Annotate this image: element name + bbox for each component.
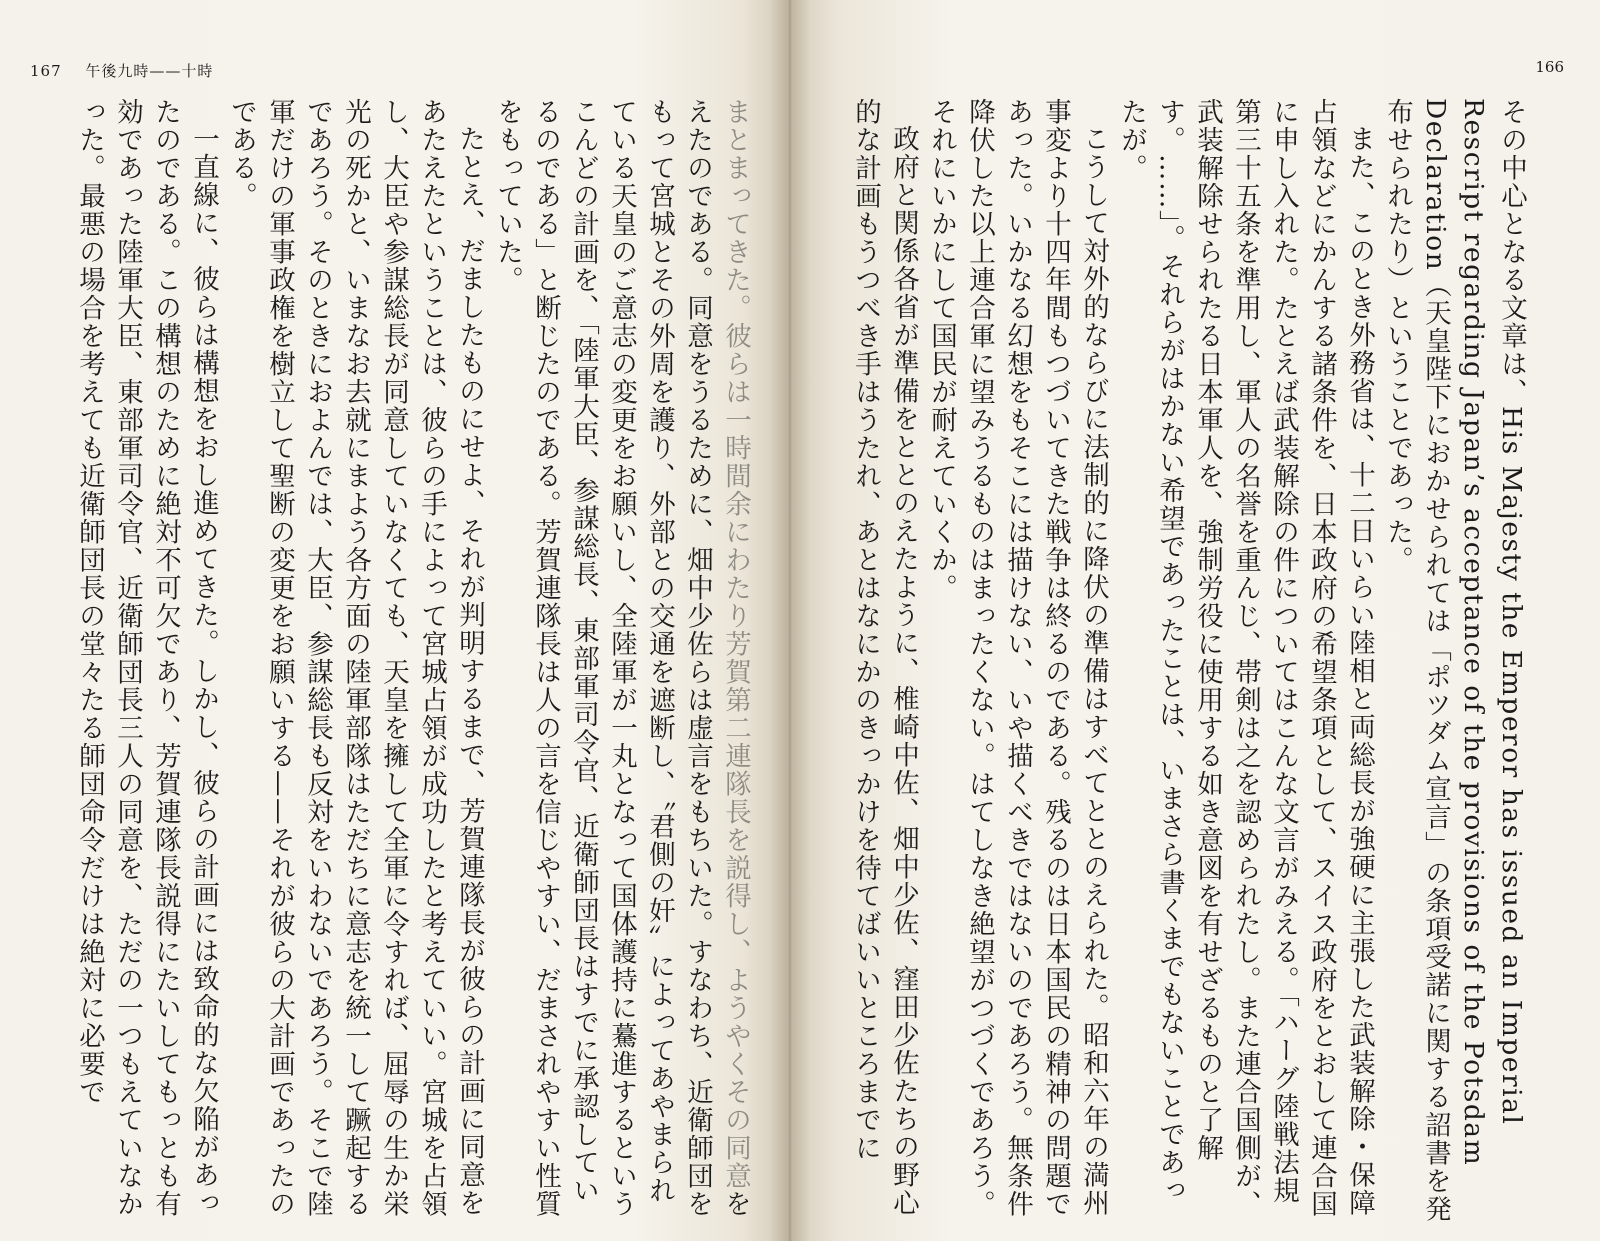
right-body-text xyxy=(840,98,1530,1228)
right-page xyxy=(790,0,1600,1241)
left-paragraph-3: 一直線に、彼らは構想をおし進めてきた。しかし、彼らの計画には致命的な欠陥があったのである。この構想のために絶対不可欠であり、芳賀連隊長説得にたいしてもっとも有効であった陸軍大臣、東部軍司令官、近衛師団長三人の同意を、ただの一つもえていなかった。最悪の場合を考えても近衛師団長の堂々たる師団命令だけは絶対に必要で xyxy=(74,98,219,1218)
left-body-text xyxy=(74,98,754,1228)
left-page xyxy=(0,0,790,1241)
left-paragraph-1 xyxy=(488,98,754,1228)
running-title: 午後九時——十時 xyxy=(85,62,214,80)
paragraph-text: をえたのである。同意をうるために、畑中少佐らは虚言をもちいた。すなわち、近衛師団をもって宮城とその外周を護り、外部との交通を遮断し、〝君側の奸〟によってあやまられている天皇のご意志の変更をお願いし、全陸軍が一丸となって国体護持に驀進するというこんどの計画を、「陸軍大臣、参謀総長、東部軍司令官、近衛師団長はすでに承認しているのである」と断じたのである。芳賀連隊長は人の言を信じやすい、だまされやすい性質をもっていた。 xyxy=(492,98,751,1218)
left-paragraph-2: たとえ、だましたものにせよ、それが判明するまで、芳賀連隊長が彼らの計画に同意をあたえたということは、彼らの手によって宮城占領が成功したと考えていい。宮城を占領し、大臣や参謀総長が同意していなくても、天皇を擁して全軍に令すれば、屈辱の生か栄光の死かと、いまなお去就にまよう各方面の陸軍部隊はただちに意志を統一して蹶起するであろう。そのときにおよんでは、大臣、参謀総長も反対をいわないであろう。そこで陸軍だけの軍事政権を樹立して聖断の変更をお願いする——それが彼らの大計画であったのである。 xyxy=(226,98,485,1218)
right-paragraph-3: こうして対外的ならびに法制的に降伏の準備はすべてととのえられた。昭和六年の満州事変より十四年間もつづいてきた戦争は終るのである。残るのは日本国民の精神の問題であった。いかなる幻想をもそこには描けない、いや描くべきではないのであろう。無条件降伏した以上連合軍に望みうるものはまったくない。はてしなき絶望がつづくであろう。それにいかにして国民が耐えていくか。 xyxy=(926,98,1109,1218)
right-paragraph-1: その中心となる文章は、His Majesty the Emperor has issued an Imperial Rescript regarding Japan’s acceptance of the provisions of the Potsdam Declaration（天皇陛下におかせられては「ポツダム宣言」の条項受諾に関する詔書を発布せられたり）ということであった。 xyxy=(1382,98,1527,1224)
right-page-number: 166 xyxy=(1535,58,1564,76)
left-running-head xyxy=(30,60,213,81)
right-paragraph-2: また、このとき外務省は、十二日いらい陸相と両総長が強硬に主張した武装解除・保障占領などにかんする諸条件を、日本政府の希望条項として、スイス政府をとおして連合国に申し入れた。たとえば武装解除の件についてはこんな文言がみえる。「ハーグ陸戦法規第三十五条を準用し、軍人の名誉を重んじ、帯剣は之を認められたし。また連合国側が、武装解除せられたる日本軍人を、強制労役に使用する如き意図を有せざるものと了解す。……」。それらがはかない希望であったことは、いまさら書くまでもないことであったが。 xyxy=(1116,98,1375,1218)
faded-text: まとまってきた。彼らは一時間余にわたり芳賀第二連隊長を説得し、ようやくその同意 xyxy=(720,98,751,1190)
right-paragraph-4: 政府と関係各省が準備をととのえたように、椎崎中佐、畑中少佐、窪田少佐たちの野心的な計画もうつべき手はうたれ、あとはなにかのきっかけを待てばいいところまでに xyxy=(850,98,919,1217)
left-page-number: 167 xyxy=(30,62,62,80)
